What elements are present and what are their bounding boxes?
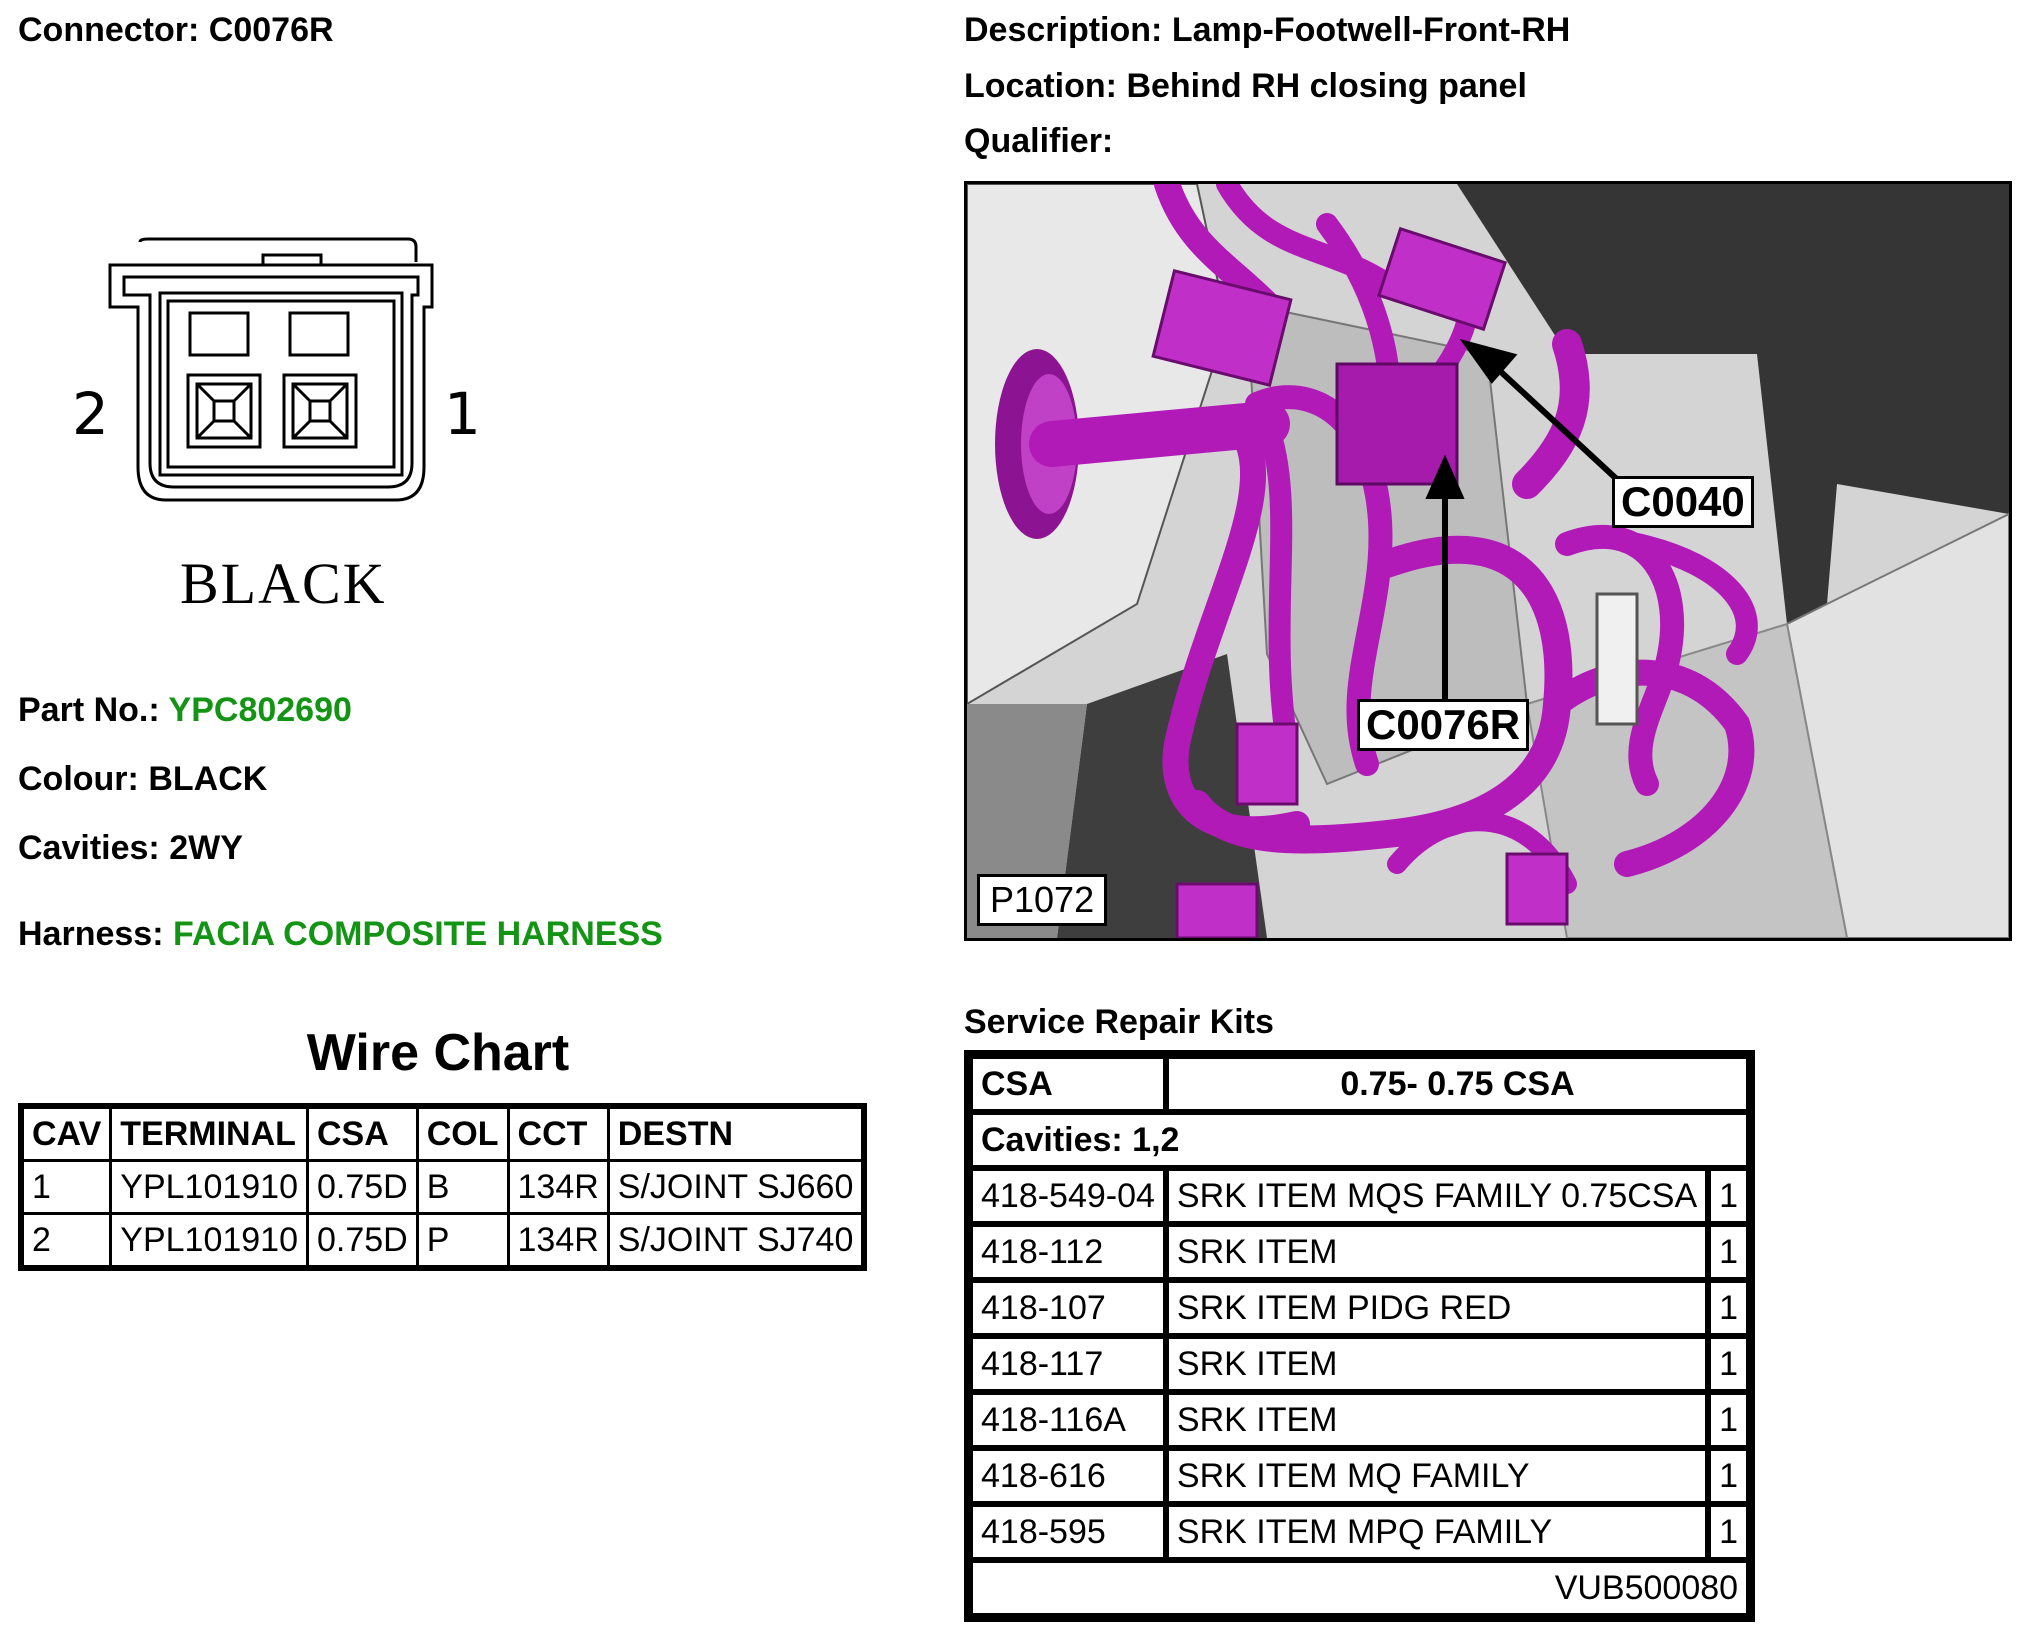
table-row xyxy=(970,1448,1749,1504)
table-row xyxy=(21,1214,864,1269)
srk-title: Service Repair Kits xyxy=(964,1003,1274,1041)
description-value: Lamp-Footwell-Front-RH xyxy=(1171,11,1571,49)
col-cct: CCT xyxy=(508,1106,608,1161)
wire-chart-title: Wire Chart xyxy=(306,1024,570,1082)
srk-qty: 1 xyxy=(1708,1280,1749,1336)
srk-qty: 1 xyxy=(1708,1392,1749,1448)
location-value: Behind RH closing panel xyxy=(1126,67,1527,105)
cell-col: B xyxy=(417,1161,508,1214)
cell-terminal: YPL101910 xyxy=(111,1214,308,1269)
srk-part: 418-112 xyxy=(970,1224,1166,1280)
colour-value: BLACK xyxy=(148,760,268,798)
srk-csa-value: 0.75- 0.75 CSA xyxy=(1166,1056,1749,1112)
srk-qty: 1 xyxy=(1708,1504,1749,1560)
harness xyxy=(18,914,663,954)
table-row xyxy=(970,1392,1749,1448)
callout-c0076r: C0076R xyxy=(1357,699,1529,751)
srk-desc: SRK ITEM xyxy=(1166,1224,1708,1280)
harness-link[interactable]: FACIA COMPOSITE HARNESS xyxy=(172,915,663,953)
connector-face-diagram xyxy=(66,225,486,515)
qualifier-label: Qualifier: xyxy=(964,122,1114,160)
cell-destn: S/JOINT SJ740 xyxy=(608,1214,864,1269)
wire-chart-header-row xyxy=(21,1106,864,1161)
srk-qty: 1 xyxy=(1708,1448,1749,1504)
callout-c0040: C0040 xyxy=(1612,476,1754,528)
srk-desc: SRK ITEM xyxy=(1166,1336,1708,1392)
pin-1-label: 1 xyxy=(444,380,481,448)
harness-illustration xyxy=(967,184,2009,938)
cell-cav: 2 xyxy=(21,1214,111,1269)
wire-chart-table xyxy=(18,1103,867,1271)
cavities-value: 2WY xyxy=(169,829,243,867)
col-col: COL xyxy=(417,1106,508,1161)
srk-qty: 1 xyxy=(1708,1168,1749,1224)
col-cav: CAV xyxy=(21,1106,111,1161)
diagram-colour-label: BLACK xyxy=(180,551,387,616)
table-row xyxy=(970,1224,1749,1280)
description-label: Description: xyxy=(964,11,1163,49)
srk-csa-label: CSA xyxy=(970,1056,1166,1112)
part-no xyxy=(18,690,352,730)
srk-csa-row xyxy=(970,1056,1749,1112)
connector-value: C0076R xyxy=(208,11,334,49)
srk-part: 418-107 xyxy=(970,1280,1166,1336)
srk-footer-row xyxy=(970,1560,1749,1616)
description xyxy=(964,10,1570,50)
table-row xyxy=(970,1336,1749,1392)
photo-reference: P1072 xyxy=(977,874,1107,926)
table-row xyxy=(970,1504,1749,1560)
srk-part: 418-549-04 xyxy=(970,1168,1166,1224)
srk-desc: SRK ITEM MPQ FAMILY xyxy=(1166,1504,1708,1560)
pin-2-label: 2 xyxy=(72,380,109,448)
cavities-label: Cavities: xyxy=(18,829,160,867)
part-no-link[interactable]: YPC802690 xyxy=(168,691,352,729)
cavities xyxy=(18,828,243,868)
table-row xyxy=(21,1161,864,1214)
srk-part: 418-595 xyxy=(970,1504,1166,1560)
colour xyxy=(18,759,267,799)
srk-footer: VUB500080 xyxy=(970,1560,1749,1616)
srk-cavities-row xyxy=(970,1112,1749,1168)
cell-destn: S/JOINT SJ660 xyxy=(608,1161,864,1214)
cell-csa: 0.75D xyxy=(308,1161,418,1214)
srk-desc: SRK ITEM xyxy=(1166,1392,1708,1448)
harness-label: Harness: xyxy=(18,915,164,953)
srk-desc: SRK ITEM MQ FAMILY xyxy=(1166,1448,1708,1504)
table-row xyxy=(970,1168,1749,1224)
srk-cavities: Cavities: 1,2 xyxy=(970,1112,1749,1168)
cell-cct: 134R xyxy=(508,1214,608,1269)
col-csa: CSA xyxy=(308,1106,418,1161)
cell-terminal: YPL101910 xyxy=(111,1161,308,1214)
srk-part: 418-116A xyxy=(970,1392,1166,1448)
srk-qty: 1 xyxy=(1708,1224,1749,1280)
location-illustration xyxy=(964,181,2012,941)
cell-csa: 0.75D xyxy=(308,1214,418,1269)
colour-label: Colour: xyxy=(18,760,139,798)
location xyxy=(964,66,1527,106)
location-label: Location: xyxy=(964,67,1117,105)
srk-part: 418-117 xyxy=(970,1336,1166,1392)
table-row xyxy=(970,1280,1749,1336)
qualifier xyxy=(964,121,1113,161)
cell-cav: 1 xyxy=(21,1161,111,1214)
connector-heading xyxy=(18,10,334,50)
col-destn: DESTN xyxy=(608,1106,864,1161)
part-no-label: Part No.: xyxy=(18,691,160,729)
srk-desc: SRK ITEM MQS FAMILY 0.75CSA xyxy=(1166,1168,1708,1224)
cell-cct: 134R xyxy=(508,1161,608,1214)
srk-table xyxy=(964,1050,1755,1622)
cell-col: P xyxy=(417,1214,508,1269)
srk-desc: SRK ITEM PIDG RED xyxy=(1166,1280,1708,1336)
srk-qty: 1 xyxy=(1708,1336,1749,1392)
srk-part: 418-616 xyxy=(970,1448,1166,1504)
col-terminal: TERMINAL xyxy=(111,1106,308,1161)
connector-label: Connector: xyxy=(18,11,200,49)
